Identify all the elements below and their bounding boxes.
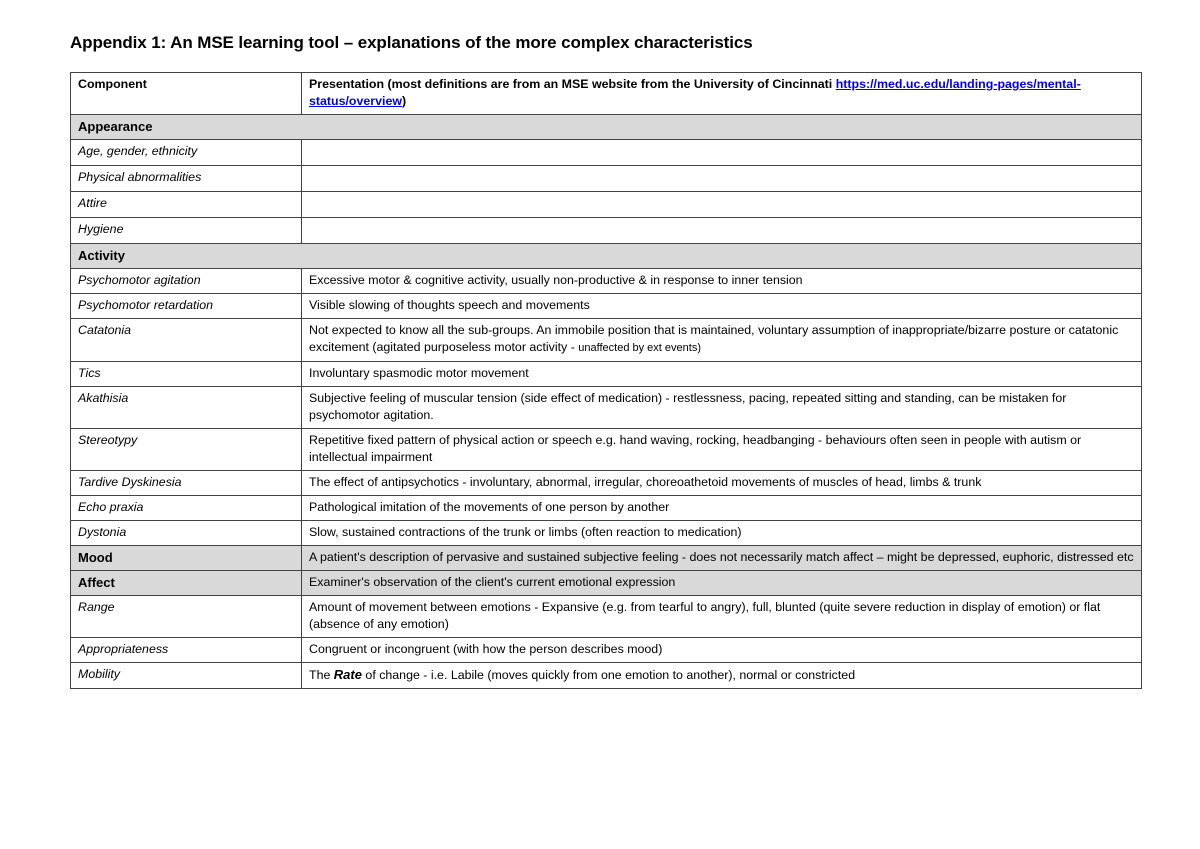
presentation-cell: Visible slowing of thoughts speech and movements [302,294,1142,319]
table-row [71,319,1142,362]
presentation-cell [302,140,1142,166]
table-row [71,294,1142,319]
table-row [71,471,1142,496]
table-row [71,496,1142,521]
presentation-cell: Amount of movement between emotions - Expansive (e.g. from tearful to angry), full, blunted (quite severe reduction in display of emotion) or flat (absence of any emotion) [302,596,1142,638]
component-cell: Range [71,596,302,638]
emphasis-text: Rate [333,667,362,682]
table-row [71,362,1142,387]
header-presentation-text: Presentation (most definitions are from an MSE website from the University of Cincinnati [309,77,836,91]
component-cell: Akathisia [71,387,302,429]
component-cell: Catatonia [71,319,302,362]
section-heading: Appearance [71,115,1142,140]
table-row [71,192,1142,218]
component-cell: Appropriateness [71,638,302,663]
section-row-mood [71,546,1142,571]
table-header-row [71,73,1142,115]
header-close-paren: ) [401,94,407,108]
presentation-cell: The effect of antipsychotics - involuntary, abnormal, irregular, choreoathetoid movements of muscles of head, limbs & trunk [302,471,1142,496]
presentation-cell [302,218,1142,244]
component-cell: Tardive Dyskinesia [71,471,302,496]
section-heading: Activity [71,244,1142,269]
presentation-cell [302,319,1142,362]
table-row [71,638,1142,663]
table-row [71,218,1142,244]
presentation-cell [302,663,1142,689]
section-row-appearance [71,115,1142,140]
component-cell: Age, gender, ethnicity [71,140,302,166]
table-row [71,387,1142,429]
presentation-cell: Examiner's observation of the client's current emotional expression [302,571,1142,596]
component-cell: Psychomotor retardation [71,294,302,319]
table-row [71,429,1142,471]
cincinnati-link[interactable]: https://med.uc.edu/landing-pages/mental-status/overview [309,77,1081,108]
presentation-text: of change - i.e. Labile (moves quickly from one emotion to another), normal or constricted [361,668,856,682]
presentation-cell [302,192,1142,218]
presentation-cell: Pathological imitation of the movements of one person by another [302,496,1142,521]
component-cell: Mobility [71,663,302,689]
presentation-text: Not expected to know all the sub-groups. An immobile position that is maintained, voluntary assumption of inappropriate/bizarre posture or catatonic excitement (agitated purposeless motor activity - [309,323,1119,354]
component-cell: Attire [71,192,302,218]
presentation-small-text: unaffected by ext events) [578,342,701,354]
mse-table [70,72,1142,689]
table-row [71,521,1142,546]
component-cell: Echo praxia [71,496,302,521]
component-cell: Tics [71,362,302,387]
component-cell: Dystonia [71,521,302,546]
table-row [71,140,1142,166]
presentation-cell: Congruent or incongruent (with how the person describes mood) [302,638,1142,663]
component-cell: Physical abnormalities [71,166,302,192]
presentation-cell: Involuntary spasmodic motor movement [302,362,1142,387]
presentation-cell: A patient's description of pervasive and sustained subjective feeling - does not necessarily match affect – might be depressed, euphoric, distressed etc [302,546,1142,571]
table-row [71,596,1142,638]
table-row [71,663,1142,689]
header-component: Component [71,73,302,115]
presentation-text: The [309,668,334,682]
table-row [71,166,1142,192]
presentation-cell: Slow, sustained contractions of the trunk or limbs (often reaction to medication) [302,521,1142,546]
presentation-cell [302,166,1142,192]
page-title: Appendix 1: An MSE learning tool – explanations of the more complex characteristics [70,33,753,52]
section-heading: Affect [71,571,302,596]
section-row-affect [71,571,1142,596]
component-cell: Stereotypy [71,429,302,471]
presentation-cell: Subjective feeling of muscular tension (side effect of medication) - restlessness, pacing, repeated sitting and standing, can be mistaken for psychomotor agitation. [302,387,1142,429]
section-row-activity [71,244,1142,269]
presentation-cell: Excessive motor & cognitive activity, usually non-productive & in response to inner tension [302,269,1142,294]
header-presentation [302,73,1142,115]
component-cell: Hygiene [71,218,302,244]
table-row [71,269,1142,294]
component-cell: Psychomotor agitation [71,269,302,294]
section-heading: Mood [71,546,302,571]
presentation-cell: Repetitive fixed pattern of physical action or speech e.g. hand waving, rocking, headbanging - behaviours often seen in people with autism or intellectual impairment [302,429,1142,471]
